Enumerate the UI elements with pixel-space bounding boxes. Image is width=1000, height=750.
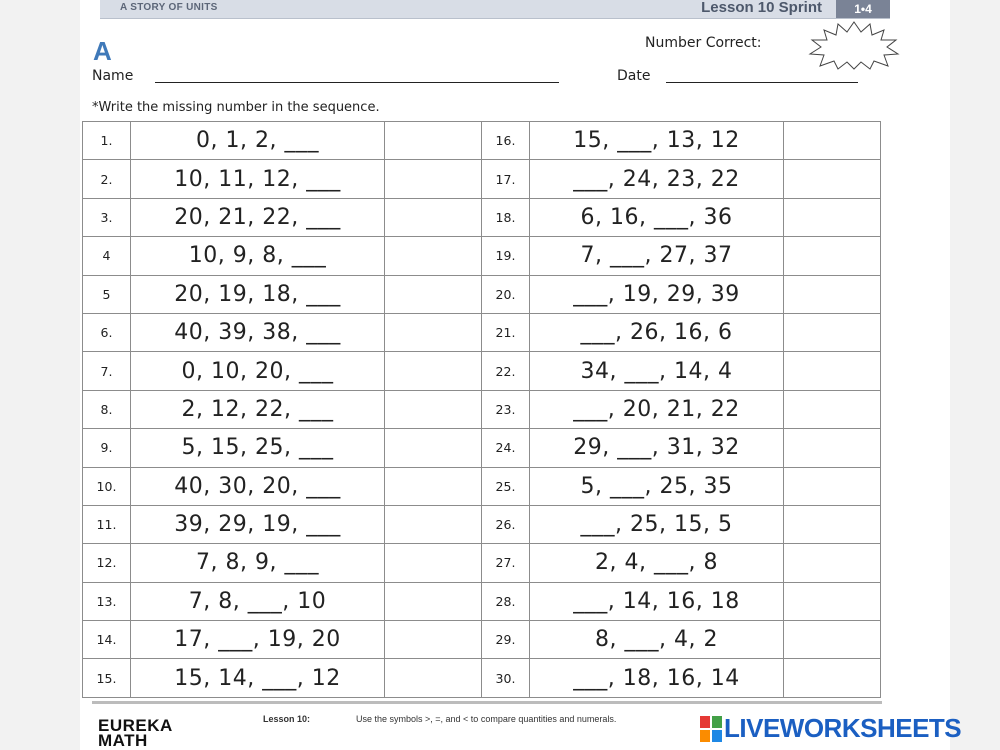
problem-number: 21. bbox=[482, 313, 530, 351]
table-row bbox=[83, 198, 881, 236]
answer-box[interactable] bbox=[784, 160, 881, 198]
problem-sequence: ___, 26, 16, 6 bbox=[530, 313, 784, 351]
problem-number: 2. bbox=[83, 160, 131, 198]
answer-box[interactable] bbox=[784, 352, 881, 390]
eureka-math-logo-line1: EUREKA bbox=[98, 716, 173, 735]
problem-sequence: 20, 21, 22, ___ bbox=[131, 198, 385, 236]
problem-number: 8. bbox=[83, 390, 131, 428]
sprint-table bbox=[82, 121, 881, 698]
problem-number: 7. bbox=[83, 352, 131, 390]
answer-box[interactable] bbox=[385, 582, 482, 620]
answer-box[interactable] bbox=[385, 544, 482, 582]
table-row bbox=[83, 429, 881, 467]
problem-sequence: 7, 8, 9, ___ bbox=[131, 544, 385, 582]
problem-number: 9. bbox=[83, 429, 131, 467]
table-row bbox=[83, 544, 881, 582]
answer-box[interactable] bbox=[385, 390, 482, 428]
answer-box[interactable] bbox=[385, 313, 482, 351]
problem-number: 23. bbox=[482, 390, 530, 428]
date-label: Date bbox=[617, 68, 651, 84]
problem-number: 16. bbox=[482, 122, 530, 160]
table-row bbox=[83, 621, 881, 659]
table-row bbox=[83, 390, 881, 428]
table-row bbox=[83, 467, 881, 505]
table-row bbox=[83, 352, 881, 390]
problem-number: 6. bbox=[83, 313, 131, 351]
table-row bbox=[83, 582, 881, 620]
starburst-icon bbox=[808, 20, 900, 70]
problem-sequence: 2, 4, ___, 8 bbox=[530, 544, 784, 582]
problem-number: 4 bbox=[83, 237, 131, 275]
answer-box[interactable] bbox=[385, 122, 482, 160]
liveworksheets-logo-icon bbox=[700, 716, 722, 742]
eureka-math-logo-line2: MATH bbox=[98, 731, 148, 750]
problem-sequence: 7, 8, ___, 10 bbox=[131, 582, 385, 620]
table-row bbox=[83, 122, 881, 160]
problem-sequence: ___, 20, 21, 22 bbox=[530, 390, 784, 428]
problem-sequence: 29, ___, 31, 32 bbox=[530, 429, 784, 467]
problem-number: 1. bbox=[83, 122, 131, 160]
problem-sequence: 7, ___, 27, 37 bbox=[530, 237, 784, 275]
lesson-title: Lesson 10 Sprint bbox=[701, 0, 822, 16]
form-letter: A bbox=[93, 36, 112, 66]
answer-box[interactable] bbox=[784, 544, 881, 582]
table-row bbox=[83, 313, 881, 351]
answer-box[interactable] bbox=[385, 429, 482, 467]
problem-number: 12. bbox=[83, 544, 131, 582]
problem-sequence: 6, 16, ___, 36 bbox=[530, 198, 784, 236]
problem-number: 19. bbox=[482, 237, 530, 275]
problem-number: 11. bbox=[83, 505, 131, 543]
table-row bbox=[83, 237, 881, 275]
footer-divider bbox=[92, 701, 882, 704]
answer-box[interactable] bbox=[784, 621, 881, 659]
problem-number: 5 bbox=[83, 275, 131, 313]
header-bar bbox=[100, 0, 890, 19]
problem-number: 27. bbox=[482, 544, 530, 582]
problem-sequence: 40, 39, 38, ___ bbox=[131, 313, 385, 351]
problem-sequence: 15, ___, 13, 12 bbox=[530, 122, 784, 160]
problem-number: 17. bbox=[482, 160, 530, 198]
problem-sequence: 0, 10, 20, ___ bbox=[131, 352, 385, 390]
answer-box[interactable] bbox=[385, 237, 482, 275]
answer-box[interactable] bbox=[385, 659, 482, 697]
problem-number: 13. bbox=[83, 582, 131, 620]
answer-box[interactable] bbox=[784, 275, 881, 313]
problem-sequence: 5, ___, 25, 35 bbox=[530, 467, 784, 505]
answer-box[interactable] bbox=[385, 275, 482, 313]
problem-number: 20. bbox=[482, 275, 530, 313]
answer-box[interactable] bbox=[385, 352, 482, 390]
problem-sequence: ___, 14, 16, 18 bbox=[530, 582, 784, 620]
problem-sequence: 34, ___, 14, 4 bbox=[530, 352, 784, 390]
problem-sequence: 39, 29, 19, ___ bbox=[131, 505, 385, 543]
answer-box[interactable] bbox=[784, 429, 881, 467]
answer-box[interactable] bbox=[385, 621, 482, 659]
problem-sequence: 17, ___, 19, 20 bbox=[131, 621, 385, 659]
problem-sequence: ___, 24, 23, 22 bbox=[530, 160, 784, 198]
problem-sequence: ___, 19, 29, 39 bbox=[530, 275, 784, 313]
problem-sequence: ___, 25, 15, 5 bbox=[530, 505, 784, 543]
answer-box[interactable] bbox=[385, 160, 482, 198]
problem-sequence: 0, 1, 2, ___ bbox=[131, 122, 385, 160]
problem-sequence: ___, 18, 16, 14 bbox=[530, 659, 784, 697]
answer-box[interactable] bbox=[784, 582, 881, 620]
problem-number: 28. bbox=[482, 582, 530, 620]
problem-number: 24. bbox=[482, 429, 530, 467]
answer-box[interactable] bbox=[784, 659, 881, 697]
instruction-text: *Write the missing number in the sequence. bbox=[92, 100, 380, 115]
problem-sequence: 10, 9, 8, ___ bbox=[131, 237, 385, 275]
footer-lesson: Lesson 10: bbox=[263, 714, 311, 724]
name-label: Name bbox=[92, 68, 134, 84]
footer-description: Use the symbols >, =, and < to compare quantities and numerals. bbox=[356, 714, 617, 724]
problem-number: 3. bbox=[83, 198, 131, 236]
answer-box[interactable] bbox=[784, 122, 881, 160]
problem-sequence: 8, ___, 4, 2 bbox=[530, 621, 784, 659]
problem-number: 10. bbox=[83, 467, 131, 505]
problem-number: 25. bbox=[482, 467, 530, 505]
problem-number: 22. bbox=[482, 352, 530, 390]
table-row bbox=[83, 505, 881, 543]
answer-box[interactable] bbox=[784, 237, 881, 275]
table-row bbox=[83, 659, 881, 697]
number-correct-label: Number Correct: bbox=[645, 35, 762, 51]
answer-box[interactable] bbox=[784, 198, 881, 236]
name-field[interactable] bbox=[155, 82, 559, 83]
lesson-badge: 1•4 bbox=[836, 0, 890, 18]
problem-number: 30. bbox=[482, 659, 530, 697]
series-title: A STORY OF UNITS bbox=[120, 2, 218, 13]
problem-sequence: 40, 30, 20, ___ bbox=[131, 467, 385, 505]
answer-box[interactable] bbox=[385, 198, 482, 236]
problem-sequence: 20, 19, 18, ___ bbox=[131, 275, 385, 313]
table-row bbox=[83, 160, 881, 198]
answer-box[interactable] bbox=[784, 505, 881, 543]
problem-number: 29. bbox=[482, 621, 530, 659]
problem-number: 14. bbox=[83, 621, 131, 659]
answer-box[interactable] bbox=[784, 313, 881, 351]
table-row bbox=[83, 275, 881, 313]
problem-number: 15. bbox=[83, 659, 131, 697]
problem-sequence: 2, 12, 22, ___ bbox=[131, 390, 385, 428]
problem-number: 26. bbox=[482, 505, 530, 543]
date-field[interactable] bbox=[666, 82, 858, 83]
problem-sequence: 10, 11, 12, ___ bbox=[131, 160, 385, 198]
answer-box[interactable] bbox=[385, 505, 482, 543]
liveworksheets-watermark: LIVEWORKSHEETS bbox=[724, 713, 962, 743]
problem-number: 18. bbox=[482, 198, 530, 236]
problem-sequence: 5, 15, 25, ___ bbox=[131, 429, 385, 467]
problem-sequence: 15, 14, ___, 12 bbox=[131, 659, 385, 697]
answer-box[interactable] bbox=[784, 390, 881, 428]
answer-box[interactable] bbox=[385, 467, 482, 505]
answer-box[interactable] bbox=[784, 467, 881, 505]
